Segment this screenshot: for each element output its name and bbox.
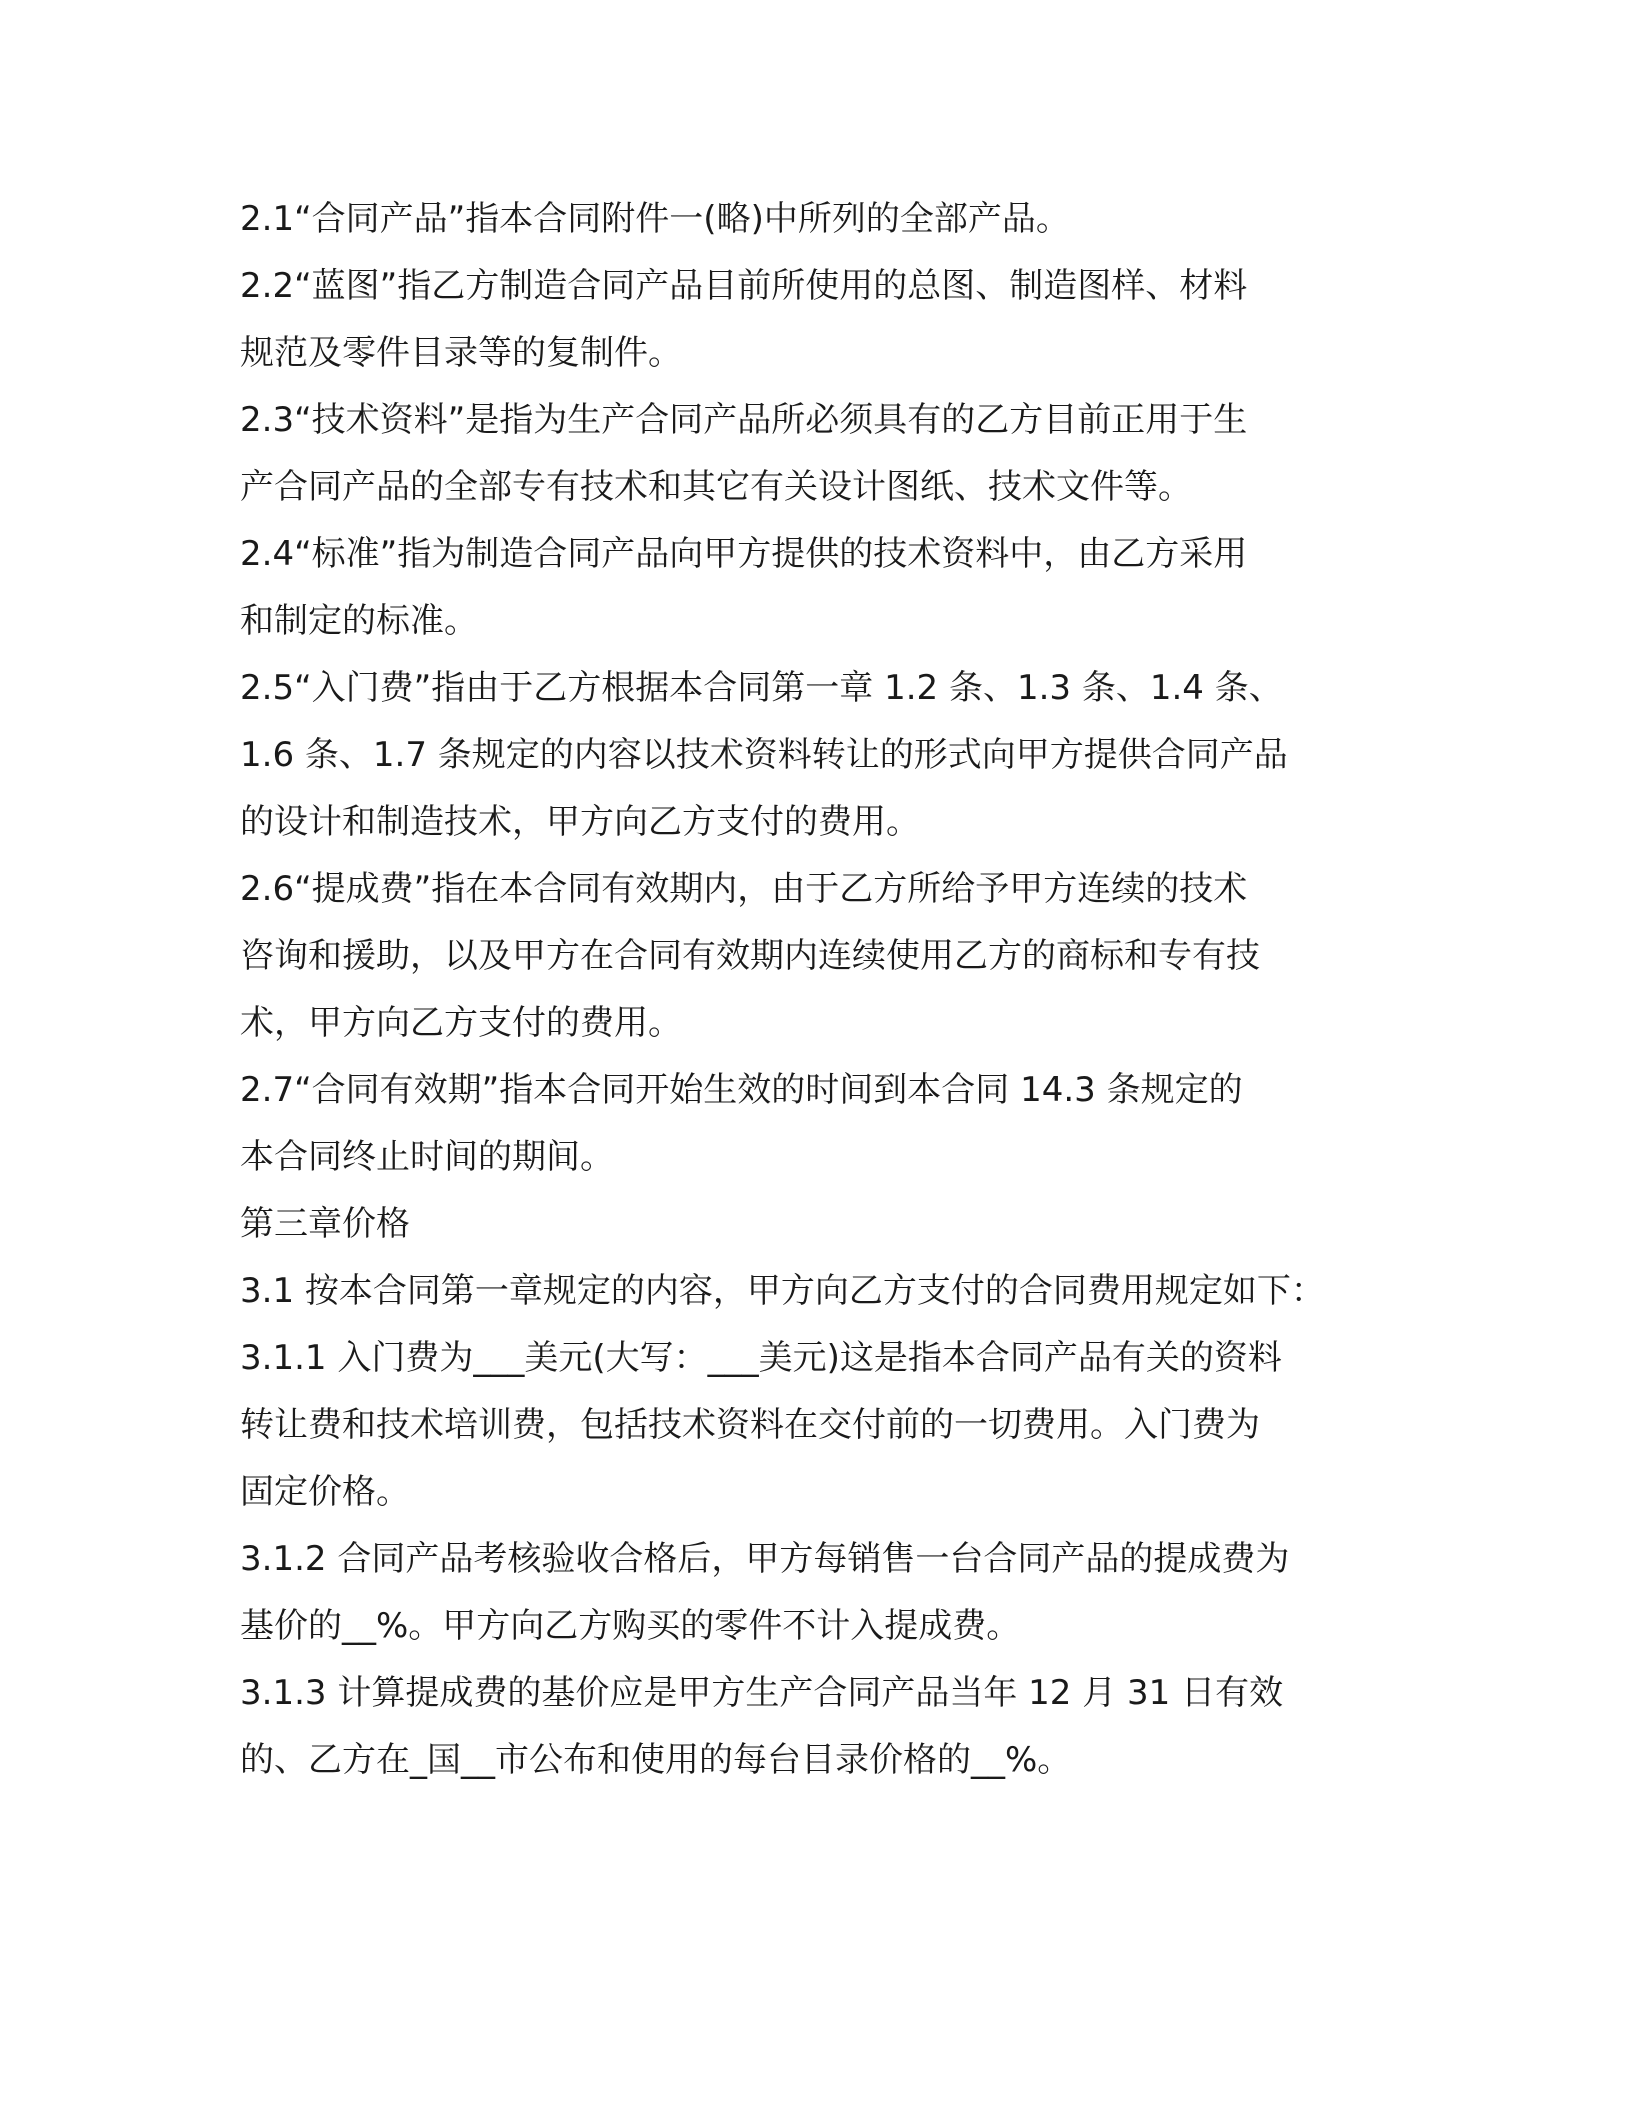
text-line: 的、乙方在_国__市公布和使用的每台目录价格的__%。 xyxy=(240,1740,1072,1780)
text-line: 第三章价格 xyxy=(240,1204,410,1244)
text-line: 2.6“提成费”指在本合同有效期内，由于乙方所给予甲方连续的技术 xyxy=(240,869,1248,909)
text-line: 术，甲方向乙方支付的费用。 xyxy=(240,1003,682,1043)
text-line: 2.3“技术资料”是指为生产合同产品所必须具有的乙方目前正用于生 xyxy=(240,400,1248,440)
text-line: 转让费和技术培训费，包括技术资料在交付前的一切费用。入门费为 xyxy=(240,1405,1260,1445)
text-line: 3.1.2 合同产品考核验收合格后，甲方每销售一台合同产品的提成费为 xyxy=(240,1539,1290,1579)
clause-3-1-1 xyxy=(240,1325,1420,1526)
text-line: 本合同终止时间的期间。 xyxy=(240,1137,614,1177)
text-line: 2.7“合同有效期”指本合同开始生效的时间到本合同 14.3 条规定的 xyxy=(240,1070,1243,1110)
clause-2-2 xyxy=(240,253,1420,387)
chapter-3-heading xyxy=(240,1191,1420,1258)
text-line: 1.6 条、1.7 条规定的内容以技术资料转让的形式向甲方提供合同产品 xyxy=(240,735,1288,775)
text-line: 3.1 按本合同第一章规定的内容，甲方向乙方支付的合同费用规定如下： xyxy=(240,1271,1325,1311)
text-line: 2.5“入门费”指由于乙方根据本合同第一章 1.2 条、1.3 条、1.4 条、 xyxy=(240,668,1283,708)
text-line: 和制定的标准。 xyxy=(240,601,478,641)
clause-3-1-3 xyxy=(240,1660,1420,1794)
text-line: 规范及零件目录等的复制件。 xyxy=(240,333,682,373)
clause-2-7 xyxy=(240,1057,1420,1191)
text-line: 2.1“合同产品”指本合同附件一(略)中所列的全部产品。 xyxy=(240,199,1070,239)
text-line: 2.4“标准”指为制造合同产品向甲方提供的技术资料中，由乙方采用 xyxy=(240,534,1248,574)
text-line: 基价的__%。甲方向乙方购买的零件不计入提成费。 xyxy=(240,1606,1021,1646)
text-line: 咨询和援助，以及甲方在合同有效期内连续使用乙方的商标和专有技 xyxy=(240,936,1260,976)
text-line: 3.1.3 计算提成费的基价应是甲方生产合同产品当年 12 月 31 日有效 xyxy=(240,1673,1284,1713)
clause-3-1-2 xyxy=(240,1526,1420,1660)
clause-2-1 xyxy=(240,186,1420,253)
document-body xyxy=(240,186,1420,1794)
text-line: 产合同产品的全部专有技术和其它有关设计图纸、技术文件等。 xyxy=(240,467,1192,507)
clause-2-6 xyxy=(240,856,1420,1057)
clause-3-1 xyxy=(240,1258,1420,1325)
text-line: 固定价格。 xyxy=(240,1472,410,1512)
text-line: 的设计和制造技术，甲方向乙方支付的费用。 xyxy=(240,802,920,842)
text-line: 2.2“蓝图”指乙方制造合同产品目前所使用的总图、制造图样、材料 xyxy=(240,266,1248,306)
clause-2-3 xyxy=(240,387,1420,521)
clause-2-4 xyxy=(240,521,1420,655)
text-line: 3.1.1 入门费为___美元(大写：___美元)这是指本合同产品有关的资料 xyxy=(240,1338,1282,1378)
clause-2-5 xyxy=(240,655,1420,856)
